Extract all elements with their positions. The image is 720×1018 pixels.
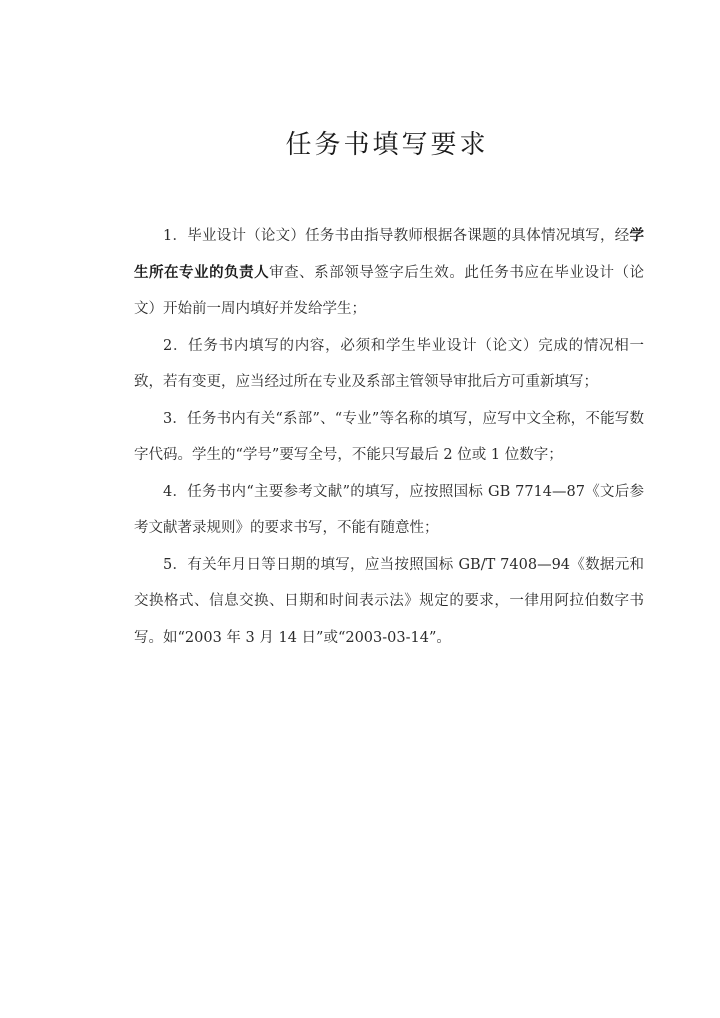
item-text: 任务书内有关“系部”、“专业”等名称的填写，应写中文全称，不能写数字代码。学生的“学号”要写全号，不能只写最后 2 位或 1 位数字； (134, 410, 644, 463)
document-title: 任务书填写要求 (285, 130, 489, 160)
item-text: 审查、系部领导签字后生效。此任务书应在毕业设计（论文）开始前一周内填好并发给学生； (134, 264, 645, 317)
item-bold-text: 学生所在专业的负责人 (134, 227, 644, 281)
item-text: 有关年月日等日期的填写，应当按照国标 GB/T 7408—94《数据元和交换格式、信息交换、日期和时间表示法》规定的要求，一律用阿拉伯数字书写。如“2003 年 3 月 14 日”或“2003-03-14”。 (134, 556, 644, 646)
item-number: 1． (163, 228, 188, 244)
item-number: 4． (163, 483, 188, 500)
requirement-item-1 (134, 218, 644, 328)
requirement-item-4 (134, 474, 644, 547)
requirement-item-3 (134, 401, 644, 474)
item-number: 3． (163, 410, 188, 427)
requirements-body (134, 218, 644, 656)
item-number: 5． (163, 556, 188, 573)
item-text: 毕业设计（论文）任务书由指导教师根据各课题的具体情况填写，经 (187, 228, 630, 244)
requirement-item-5 (134, 547, 644, 657)
item-text: 任务书内填写的内容，必须和学生毕业设计（论文）完成的情况相一致，若有变更，应当经过所在专业及系部主管领导审批后方可重新填写； (134, 337, 644, 390)
requirement-item-2 (134, 328, 644, 401)
item-text: 任务书内“主要参考文献”的填写，应按照国标 GB 7714—87《文后参考文献著录规则》的要求书写，不能有随意性； (134, 483, 644, 536)
item-number: 2． (163, 337, 189, 354)
